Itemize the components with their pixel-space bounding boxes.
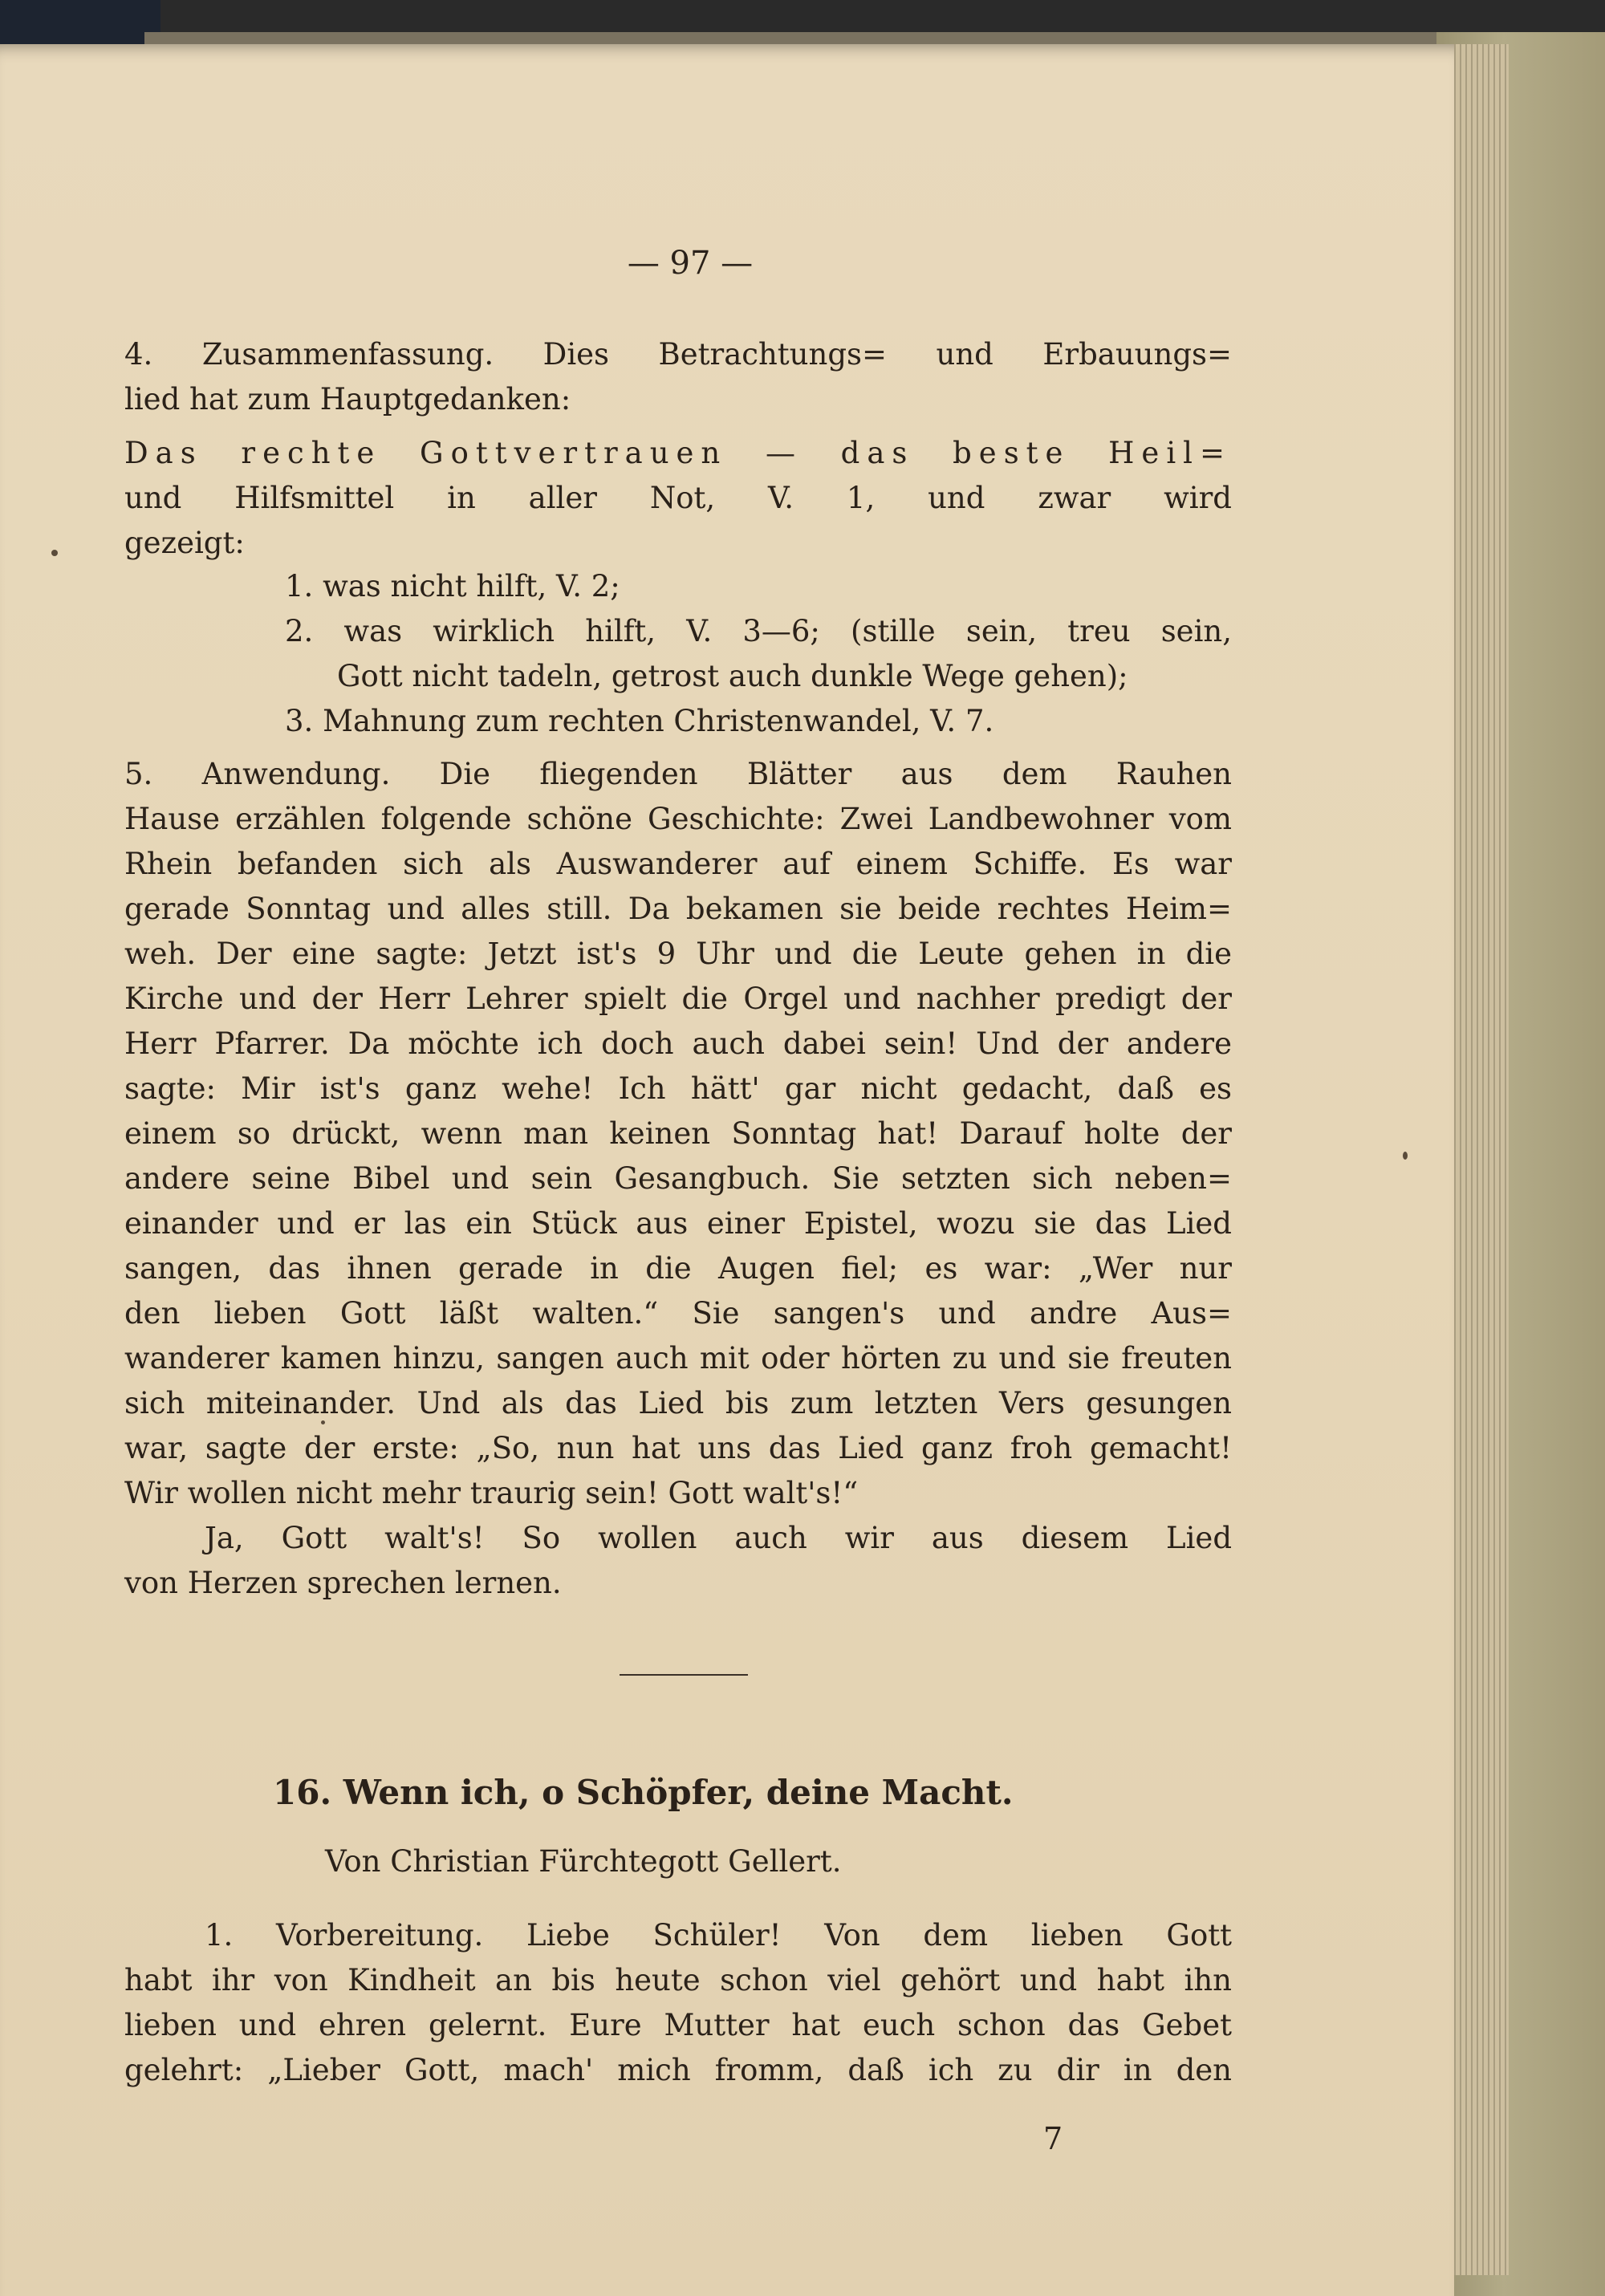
application-line-18: Ja, Gott walt's! So wollen auch wir aus diesem Lied (205, 1521, 1232, 1555)
application-line-11: einander und er las ein Stück aus einer Epistel, wozu sie das Lied (124, 1206, 1232, 1241)
summary-line-2: lied hat zum Hauptgedanken: (124, 382, 571, 417)
ink-speck (51, 550, 58, 556)
summary-line-4: und Hilfsmittel in aller Not, V. 1, und zwar wird (124, 481, 1232, 515)
application-line-5: weh. Der eine sagte: Jetzt ist's 9 Uhr und die Leute gehen in die (124, 937, 1232, 971)
application-line-4: gerade Sonntag und alles still. Da bekamen sie beide rechtes Heim= (124, 892, 1232, 926)
summary-line-3: Das rechte Gottvertrauen — das beste Heil= (124, 436, 1232, 470)
section-divider (620, 1674, 748, 1676)
application-line-9: einem so drückt, wenn man keinen Sonntag hat! Darauf holte der (124, 1116, 1232, 1151)
summary-line-5: gezeigt: (124, 526, 245, 560)
summary-item-1: 1. was nicht hilft, V. 2; (285, 569, 620, 603)
ink-speck (321, 1420, 325, 1424)
application-line-19: von Herzen sprechen lernen. (124, 1566, 562, 1600)
application-line-14: wanderer kamen hinzu, sangen auch mit oder hörten zu und sie freuten (124, 1341, 1232, 1376)
preparation-line-4: gelehrt: „Lieber Gott, mach' mich fromm, daß ich zu dir in den (124, 2053, 1232, 2087)
application-line-6: Kirche und der Herr Lehrer spielt die Orgel und nachher predigt der (124, 981, 1232, 1016)
application-line-2: Hause erzählen folgende schöne Geschichte: Zwei Landbewohner vom (124, 802, 1232, 836)
chapter-title: 16. Wenn ich, o Schöpfer, deine Macht. (273, 1773, 1014, 1812)
summary-line-1: 4. Zusammenfassung. Dies Betrachtungs= und Erbauungs= (124, 337, 1232, 372)
application-line-10: andere seine Bibel und sein Gesangbuch. Sie setzten sich neben= (124, 1161, 1232, 1196)
application-line-16: war, sagte der erste: „So, nun hat uns das Lied ganz froh gemacht! (124, 1431, 1232, 1465)
summary-item-3: 3. Mahnung zum rechten Christenwandel, V. 7. (285, 704, 994, 738)
application-line-3: Rhein befanden sich als Auswanderer auf einem Schiffe. Es war (124, 847, 1232, 881)
application-line-13: den lieben Gott läßt walten.“ Sie sangen's und andre Aus= (124, 1296, 1232, 1331)
signature-mark: 7 (1043, 2121, 1063, 2156)
application-line-7: Herr Pfarrer. Da möchte ich doch auch dabei sein! Und der andere (124, 1026, 1232, 1061)
application-line-15: sich miteinander. Und als das Lied bis zum letzten Vers gesungen (124, 1386, 1232, 1420)
preparation-line-3: lieben und ehren gelernt. Eure Mutter hat euch schon das Gebet (124, 2008, 1232, 2042)
paper-sheet (0, 44, 1454, 2296)
application-line-17: Wir wollen nicht mehr traurig sein! Gott walt's!“ (124, 1476, 859, 1510)
ink-speck (1403, 1152, 1408, 1160)
chapter-author: Von Christian Fürchtegott Gellert. (325, 1844, 842, 1879)
summary-item-2: 2. was wirklich hilft, V. 3—6; (stille sein, treu sein, (285, 614, 1232, 648)
application-line-8: sagte: Mir ist's ganz wehe! Ich hätt' gar nicht gedacht, daß es (124, 1071, 1232, 1106)
application-line-1: 5. Anwendung. Die fliegenden Blätter aus dem Rauhen (124, 757, 1232, 791)
preparation-line-1: 1. Vorbereitung. Liebe Schüler! Von dem lieben Gott (205, 1918, 1232, 1953)
summary-item-2-cont: Gott nicht tadeln, getrost auch dunkle Wege gehen); (337, 659, 1128, 693)
preparation-line-2: habt ihr von Kindheit an bis heute schon viel gehört und habt ihn (124, 1963, 1232, 1997)
page-leaf-edges (1444, 44, 1509, 2275)
page-number: — 97 — (627, 245, 754, 282)
application-line-12: sangen, das ihnen gerade in die Augen fiel; es war: „Wer nur (124, 1251, 1232, 1286)
